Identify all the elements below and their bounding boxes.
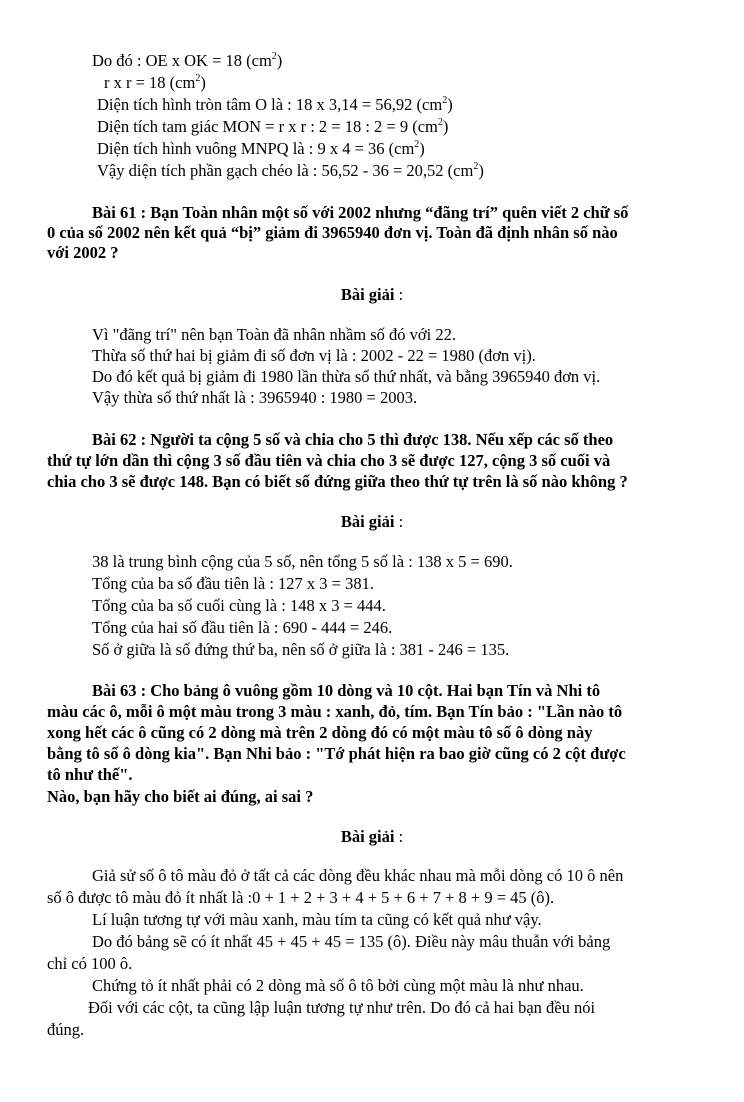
solution-heading: Bài giải : [340,827,404,846]
problem-61-line: Bài 61 : Bạn Toàn nhân một số với 2002 nhưng “đãng trí” quên viết 2 chữ số [92,203,629,222]
text-line: r x r = 18 $(cm^2)$ [104,73,206,92]
solution-line: Lí luận tương tự với màu xanh, màu tím ta cũng có kết quả như vậy. [92,910,542,929]
problem-63-line: xong hết các ô cũng có 2 dòng mà trên 2 dòng đó có một màu tô số ô dòng này [47,723,593,742]
solution-line: 38 là trung bình cộng của 5 số, nên tổng 5 số là : 138 x 5 = 690. [92,552,513,571]
solution-line: Giả sử số ô tô màu đỏ ở tất cả các dòng đều khác nhau mà mỗi dòng có 10 ô nên [92,866,624,885]
text-line: Vậy diện tích phần gạch chéo là : 56,52 - 36 = 20,52 $(cm^2)$ [97,161,484,180]
solution-line: Tổng của ba số đầu tiên là : 127 x 3 = 381. [92,574,374,593]
solution-heading: Bài giải : [340,285,404,304]
solution-line: Số ở giữa là số đứng thứ ba, nên số ở giữa là : 381 - 246 = 135. [92,640,510,659]
text-line: Diện tích hình vuông MNPQ là : 9 x 4 = 36 $(cm^2)$ [97,139,425,158]
solution-line: đúng. [47,1020,85,1039]
problem-63-line: Bài 63 : Cho bảng ô vuông gồm 10 dòng và 10 cột. Hai bạn Tín và Nhi tô [92,681,601,700]
solution-line: Vì "đãng trí" nên bạn Toàn đã nhân nhầm số đó với 22. [92,325,456,344]
solution-line: Tổng của hai số đầu tiên là : 690 - 444 = 246. [92,618,393,637]
text-line: Diện tích hình tròn tâm O là : 18 x 3,14 = 56,92 $(cm^2)$ [97,95,453,114]
problem-63-line: bằng tô số ô dòng kia". Bạn Nhi bảo : "Tớ phát hiện ra bao giờ cũng có 2 cột được [47,744,626,763]
problem-62-line: Bài 62 : Người ta cộng 5 số và chia cho 5 thì được 138. Nếu xếp các số theo [92,430,614,449]
problem-63-line: màu các ô, mỗi ô một màu trong 3 màu : xanh, đỏ, tím. Bạn Tín bảo : "Lần nào tô [47,702,623,721]
problem-61-line: 0 của số 2002 nên kết quả “bị” giảm đi 3965940 đơn vị. Toàn đã định nhân số nào [47,223,618,242]
solution-line: Đối với các cột, ta cũng lập luận tương tự như trên. Do đó cả hai bạn đều nói [88,998,596,1017]
solution-line: Chứng tỏ ít nhất phải có 2 dòng mà số ô tô bởi cùng một màu là như nhau. [92,976,584,995]
problem-61-line: với 2002 ? [47,243,119,262]
solution-line: Do đó kết quả bị giảm đi 1980 lần thừa số thứ nhất, và bằng 3965940 đơn vị. [92,367,601,386]
problem-63-line: Nào, bạn hãy cho biết ai đúng, ai sai ? [47,787,314,806]
solution-line: Vậy thừa số thứ nhất là : 3965940 : 1980 = 2003. [92,388,418,407]
text-line: Diện tích tam giác MON = r x r : 2 = 18 : 2 = 9 $(cm^2)$ [97,117,449,136]
solution-line: số ô được tô màu đỏ ít nhất là :0 + 1 + 2 + 3 + 4 + 5 + 6 + 7 + 8 + 9 = 45 (ô). [47,888,555,907]
problem-63-line: tô như thế". [47,765,133,784]
solution-line: chỉ có 100 ô. [47,954,133,973]
solution-line: Do đó bảng sẽ có ít nhất 45 + 45 + 45 = 135 (ô). Điều này mâu thuẫn với bảng [92,932,611,951]
problem-62-line: thứ tự lớn dần thì cộng 3 số đầu tiên và chia cho 3 sẽ được 127, cộng 3 số cuối và [47,451,611,470]
solution-line: Thừa số thứ hai bị giảm đi số đơn vị là : 2002 - 22 = 1980 (đơn vị). [92,346,536,365]
text-line: Do đó : OE x OK = 18 $(cm^2)$ [92,51,283,70]
solution-heading: Bài giải : [340,512,404,531]
solution-line: Tổng của ba số cuối cùng là : 148 x 3 = 444. [92,596,386,615]
problem-62-line: chia cho 3 sẽ được 148. Bạn có biết số đứng giữa theo thứ tự trên là số nào không ? [47,472,628,491]
